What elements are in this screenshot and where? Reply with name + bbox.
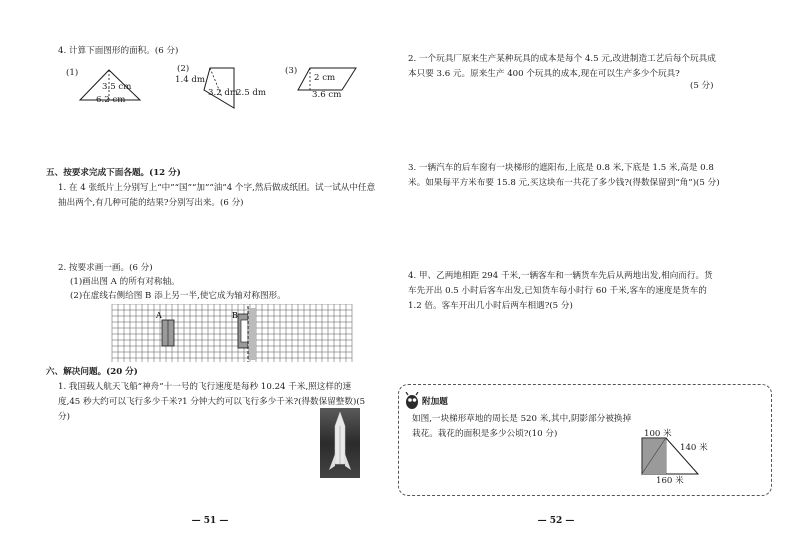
right-q2-points: (5 分) xyxy=(690,81,714,91)
triangle-base-label: 6.2 cm xyxy=(96,95,126,105)
rocket-icon xyxy=(320,408,360,478)
figure-1-number: (1) xyxy=(66,68,79,78)
page-number-51: — 51 — xyxy=(191,516,229,526)
triangle-height-label: 3.5 cm xyxy=(102,82,132,92)
garden-top-label: 100 米 xyxy=(644,429,672,439)
mascot-icon xyxy=(404,392,420,410)
figure-3-number: (3) xyxy=(285,66,298,76)
section-5-q1: 1. 在 4 张纸片上分别写上“中”“国”“加”“油”4 个字,然后做成纸团。试一试从中任意抽出两个,有几种可能的结果?分别写出来。(6 分) xyxy=(58,183,376,209)
section-5-q2-sub1: (1)画出图 A 的所有对称轴。 xyxy=(70,277,180,287)
q4-title: 4. 计算下面图形的面积。(6 分) xyxy=(58,46,179,56)
drawing-grid xyxy=(110,304,354,364)
trapezoid-top-label: 1.4 dm xyxy=(175,75,206,85)
section-6-q1: 1. 我国载人航天飞船“神舟”十一号的飞行速度是每秒 10.24 千米,照这样的速度,45 秒大约可以飞行多少千米?1 分钟大约可以飞行多少千米?(得数保留整数)(5 分) xyxy=(58,382,366,423)
page-number-52: — 52 — xyxy=(537,516,575,526)
right-q3: 3. 一辆汽车的后车窗有一块梯形的遮阳布,上底是 0.8 米,下底是 1.5 米,高是 0.8 米。如果每平方米布要 15.8 元,买这块布一共花了多少钱?(得数保留到“角”)(5 分) xyxy=(408,163,720,189)
parallelogram-height-label: 2 cm xyxy=(314,73,336,83)
parallelogram-base-label: 3.6 cm xyxy=(312,90,342,100)
section-6-title: 六、解决问题。(20 分) xyxy=(46,367,138,377)
shape-a-label: A xyxy=(156,311,162,320)
garden-side-label: 140 米 xyxy=(680,443,708,453)
bonus-title: 附加题 xyxy=(422,397,448,407)
trapezoid-bottom-label: 2.5 dm xyxy=(236,88,267,98)
figure-2-number: (2) xyxy=(177,64,190,74)
section-5-q2-title: 2. 按要求画一画。(6 分) xyxy=(58,263,153,273)
trapezoid-height-label: 3.2 dm xyxy=(208,88,239,98)
bonus-text: 如图,一块梯形草地的周长是 520 米,其中,阴影部分被换掉栽花。栽花的面积是多少公顷?(10 分) xyxy=(412,414,632,440)
rocket-photo xyxy=(320,408,360,478)
right-q4: 4. 甲、乙两地相距 294 千米,一辆客车和一辆货车先后从两地出发,相向而行。货车先开出 0.5 小时后客车出发,已知货车每小时行 60 千米,客车的速度是货车的 1.2 倍。客车开出几小时后两车相遇?(5 分) xyxy=(408,271,713,312)
section-5-q2-sub2: (2)在虚线右侧给图 B 添上另一半,使它成为轴对称图形。 xyxy=(70,291,286,301)
right-q2: 2. 一个玩具厂原来生产某种玩具的成本是每个 4.5 元,改进制造工艺后每个玩具成本只要 3.6 元。原来生产 400 个玩具的成本,现在可以生产多少个玩具? xyxy=(408,54,716,80)
garden-bottom-label: 160 米 xyxy=(656,476,684,486)
section-5-title: 五、按要求完成下面各题。(12 分) xyxy=(46,168,181,178)
shape-b-label: B xyxy=(232,311,238,320)
